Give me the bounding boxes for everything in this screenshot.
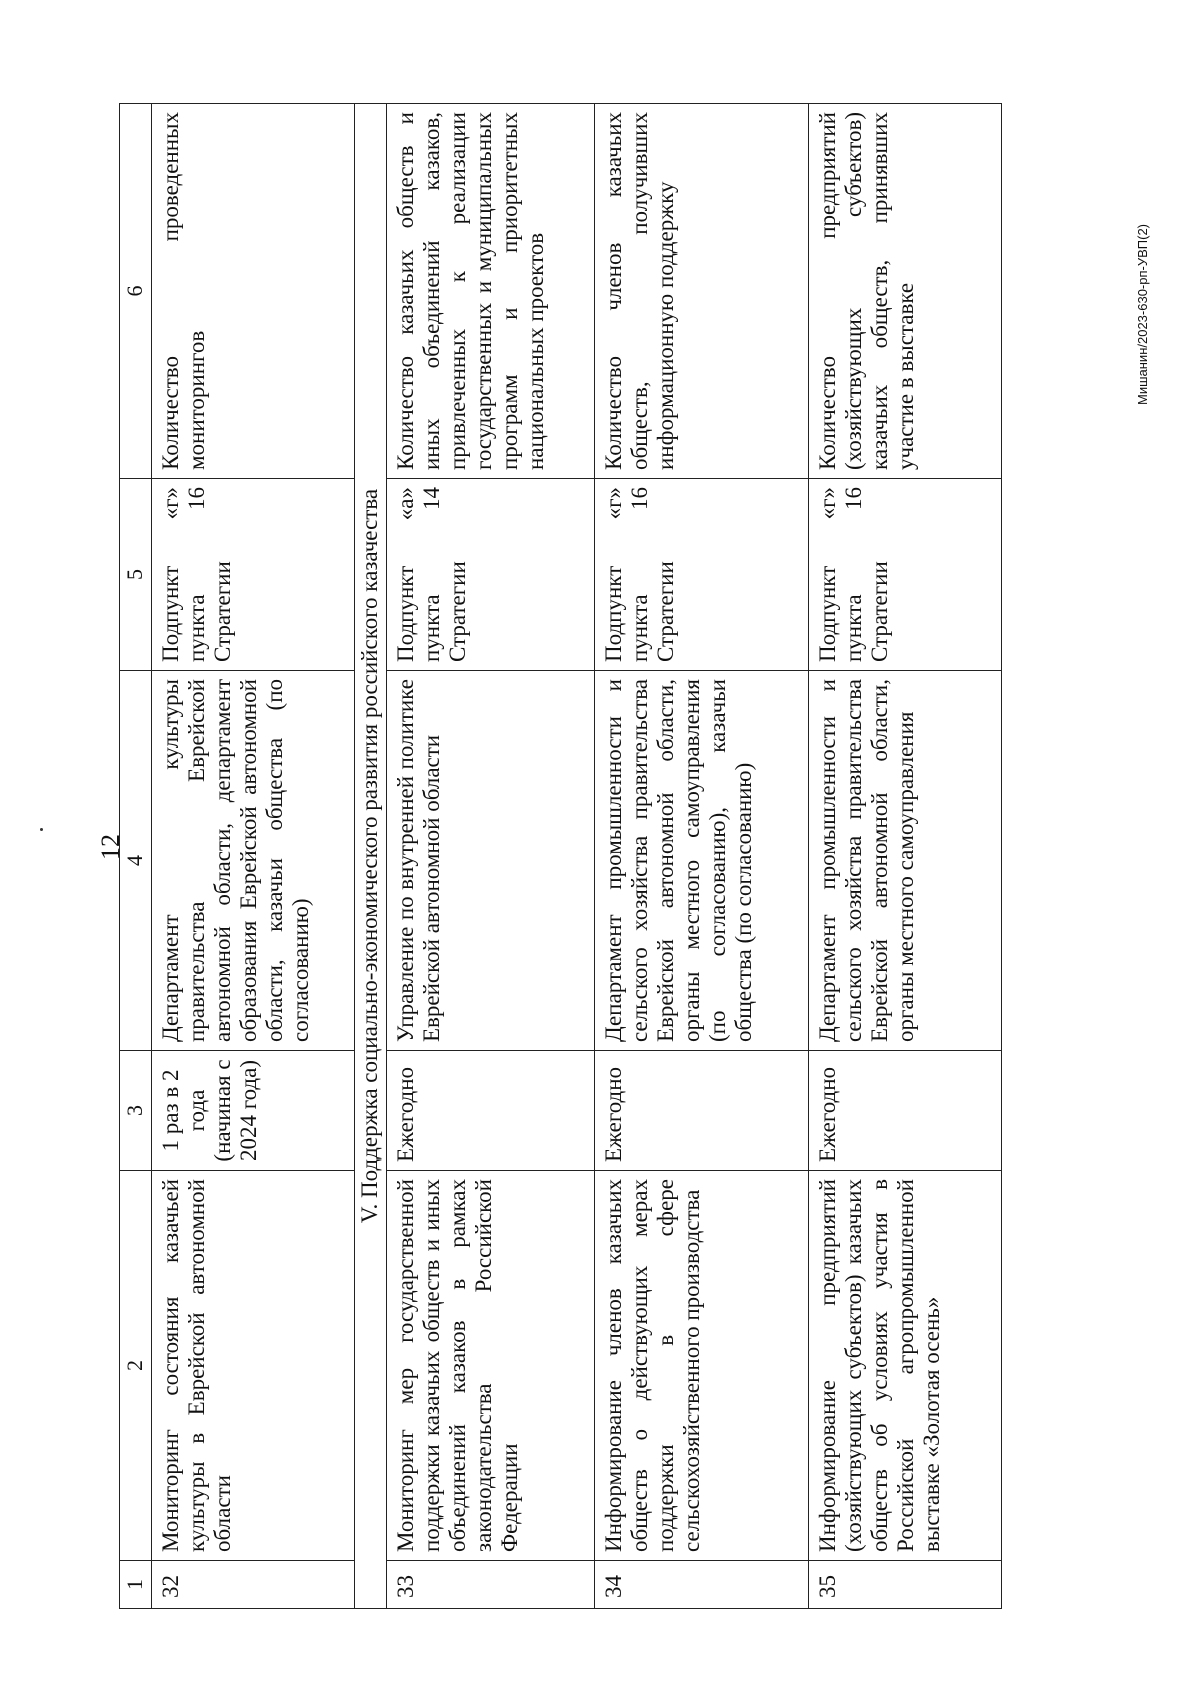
term-cell: Ежегодно: [595, 1051, 809, 1171]
col-1-header: 1: [120, 1561, 152, 1609]
event-cell: Информирование предприятий (хозяйствующих субъектов) казачьих обществ об условиях участия в Российской агропромышленной выставке «Золотая осень»: [808, 1171, 1001, 1561]
scan-dot-mark: [40, 828, 43, 831]
executors-cell: Департамент промышленности и сельского хозяйства правительства Еврейской автономной области, органы местного самоуправления (по согласованию), казачьи общества (по согласованию): [595, 671, 809, 1051]
row-number: 35: [808, 1561, 1001, 1609]
header-row: [120, 104, 152, 1609]
indicator-cell: Количество членов казачьих обществ, получивших информационную поддержку: [595, 104, 809, 479]
indicator-cell: Количество казачьих обществ и иных объединений казаков, привлеченных к реализации государственных и муниципальных программ и приоритетных национальных проектов: [386, 104, 595, 479]
row-number: 34: [595, 1561, 809, 1609]
table-row-33: [386, 104, 595, 1609]
indicator-cell: Количество проведенных мониторингов: [151, 104, 354, 479]
page-number: 12: [96, 834, 125, 860]
table-row-32: [151, 104, 354, 1609]
table-row-35: [808, 104, 1001, 1609]
event-cell: Мониторинг мер государственной поддержки казачьих обществ и иных объединений казаков в рамках законодательства Российской Федерации: [386, 1171, 595, 1561]
executors-cell: Департамент культуры правительства Еврейской автономной области, департамент образования Еврейской автономной области, казачьи общества (по согласованию): [151, 671, 354, 1051]
col-6-header: 6: [120, 104, 152, 479]
event-cell: Мониторинг состояния казачьей культуры в Еврейской автономной области: [151, 1171, 354, 1561]
col-3-header: 3: [120, 1051, 152, 1171]
basis-cell: Подпункт «г» пункта 16 Стратегии: [151, 479, 354, 671]
basis-cell: Подпункт «а» пункта 14 Стратегии: [386, 479, 595, 671]
basis-cell: Подпункт «г» пункта 16 Стратегии: [808, 479, 1001, 671]
document-code-footer: Мишанин/2023-630-рп-УВП(2): [1135, 223, 1150, 405]
col-4-header: 4: [120, 671, 152, 1051]
term-cell: Ежегодно: [386, 1051, 595, 1171]
term-cell: 1 раз в 2 года (начиная с 2024 года): [151, 1051, 354, 1171]
indicator-cell: Количество предприятий (хозяйствующих субъектов) казачьих обществ, принявших участие в выставке: [808, 104, 1001, 479]
executors-cell: Управление по внутренней политике Еврейской автономной области: [386, 671, 595, 1051]
executors-cell: Департамент промышленности и сельского хозяйства правительства Еврейской автономной области, органы местного самоуправления: [808, 671, 1001, 1051]
term-cell: Ежегодно: [808, 1051, 1001, 1171]
basis-cell: Подпункт «г» пункта 16 Стратегии: [595, 479, 809, 671]
col-2-header: 2: [120, 1171, 152, 1561]
strategy-measures-table: [119, 103, 1002, 1609]
row-number: 33: [386, 1561, 595, 1609]
section-title: V. Поддержка социально-экономического развития российского казачества: [354, 104, 386, 1609]
row-number: 32: [151, 1561, 354, 1609]
rotated-table-container: [119, 104, 1002, 1609]
section-row: [354, 104, 386, 1609]
event-cell: Информирование членов казачьих обществ о действующих мерах поддержки в сфере сельскохозяйственного производства: [595, 1171, 809, 1561]
table-row-34: [595, 104, 809, 1609]
col-5-header: 5: [120, 479, 152, 671]
